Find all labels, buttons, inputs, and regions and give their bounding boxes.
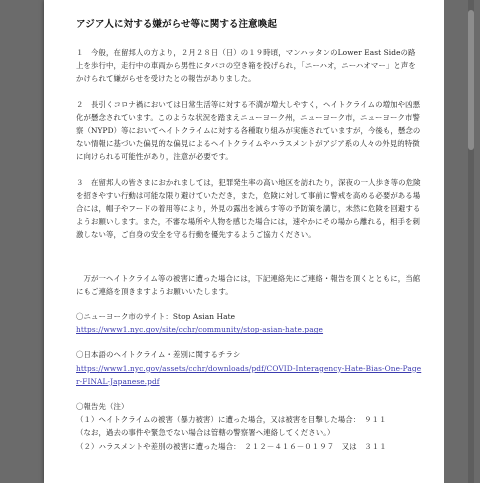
paragraph-3: ３ 在留邦人の皆さまにおかれましては，犯罪発生率の高い地区を訪れたり，深夜の一人歩き等の危険を招きやすい行動は可能な限り避けていただき，また，危険に対して事前に警戒を高める必要がある場合には，帽子やフードの着用等により，外見の露出を減らす等の予防策を講じ，未然に危険を回避するようお願いします。また，不審な場所や人物を感じた場合には，速やかにその場から離れる，相手を刺激しない等，ご自身の安全を守る行動を優先するようご協力ください。 (76, 177, 421, 240)
link-label-flyer: 〇日本語のヘイトクライム・差別に関するチラシ (76, 350, 241, 360)
link-nyc-stop-asian-hate[interactable]: https://www1.nyc.gov/site/cchr/community/stop-asian-hate.page (76, 325, 324, 335)
document-page (44, 0, 444, 483)
link-japanese-flyer-pdf[interactable]: https://www1.nyc.gov/assets/cchr/downloads/pdf/COVID-Interagency-Hate-Bias-One-Pager-FINAL-Japanese.pdf (76, 363, 422, 386)
paragraph-4: 万が一ヘイトクライム等の被害に遭った場合には，下記連絡先にご連絡・報告を頂くとともに，当館にもご連絡を頂きますようお願いいたします。 (76, 273, 421, 296)
viewer-margin (444, 0, 480, 483)
document-title: アジア人に対する嫌がらせ等に関する注意喚起 (76, 19, 277, 30)
document-content (76, 18, 422, 453)
paragraph-1: １ 今般，在留邦人の方より，２月２８日（日）の１９時頃，マンハッタンのLower East Sideの路上を歩行中，走行中の車両から男性にタバコの空き箱を投げられ，「ニーハオ，ニーハオマー」と声をかけられて嫌がらせを受けたとの報告がありました。 (76, 48, 416, 84)
report-line-2: （なお，過去の事件や緊急でない場合は管轄の警察署へ連絡してください。） (76, 428, 335, 438)
report-line-3: （２）ハラスメントや差別の被害に遭った場合： ２１２－４１６－０１９７ 又は ３１１ (76, 441, 387, 451)
paragraph-2: ２ 長引くコロナ禍においては日常生活等に対する不満が増大しやすく，ヘイトクライムの増加や凶悪化が懸念されています。このような状況を踏まえニューヨーク州，ニューヨーク市，ニューヨーク市警察（NYPD）等においてヘイトクライムに対する各種取り組みが実施されていますが，今後も，懸念のない情報に基づいた偏見的な偏見によるヘイトクライムやハラスメントがアジア系の人々の外見的特徴に向けられる可能性があり，注意が必要です。 (76, 99, 421, 162)
report-heading: 〇報告先（注） (76, 402, 129, 412)
link-label-nyc-site: 〇ニューヨーク市のサイト：Stop Asian Hate (76, 312, 236, 322)
report-line-1: （１）ヘイトクライムの被害（暴力被害）に遭った場合，又は被害を目撃した場合： ９１１ (76, 415, 387, 425)
spacer (76, 254, 422, 272)
scrollbar-thumb[interactable] (468, 10, 474, 150)
